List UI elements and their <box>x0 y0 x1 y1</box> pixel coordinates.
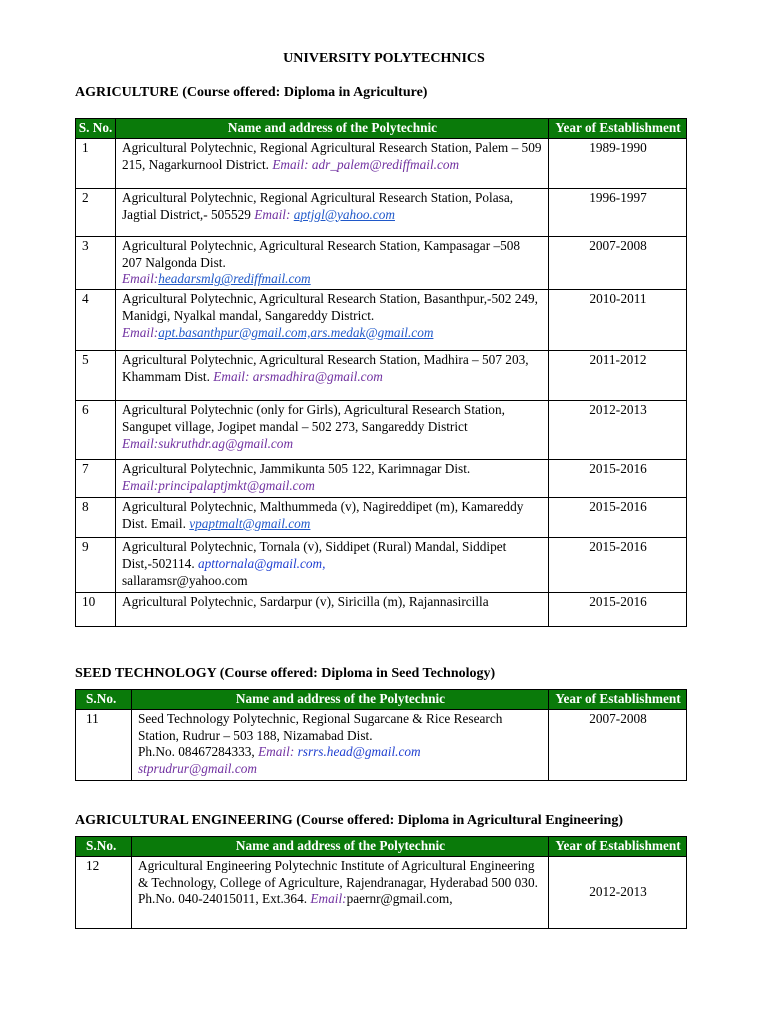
cell-name <box>116 188 549 236</box>
section-heading-agriculture <box>75 85 427 101</box>
cell-sno: 4 <box>76 290 116 351</box>
cell-name <box>116 351 549 401</box>
table-row <box>76 498 687 538</box>
cell-sno: 12 <box>76 856 132 928</box>
address-text: Agricultural Polytechnic, Regional Agricultural Research Station, Palem – 509 215, Nagarkurnool District. <box>122 139 542 172</box>
section-course: (Course offered: Diploma in Seed Technology) <box>219 666 496 681</box>
email-label: Email: <box>272 156 309 172</box>
cell-name <box>116 138 549 188</box>
cell-name <box>132 856 549 928</box>
address-text: Agricultural Polytechnic (only for Girls), Agricultural Research Station, Sangupet village, Jogipet mandal – 502 273, Sangareddy District <box>122 402 505 434</box>
cell-year: 2015-2016 <box>549 538 687 593</box>
table-row <box>76 709 687 780</box>
cell-sno: 1 <box>76 138 116 188</box>
email-link[interactable]: adr_palem@rediffmail.com <box>311 156 460 172</box>
email-link[interactable]: headarsmlg@rediffmail.com <box>158 271 311 287</box>
cell-sno: 2 <box>76 188 116 236</box>
email-label: Email: <box>122 435 159 451</box>
email-label: Email: <box>122 271 159 287</box>
email-link[interactable]: apt.basanthpur@gmail.com,ars.medak@gmail.com <box>158 324 434 340</box>
cell-name <box>116 538 549 593</box>
phone-text: Ph.No. 08467284333, <box>138 744 255 760</box>
header-name: Name and address of the Polytechnic <box>132 690 549 710</box>
header-sno: S.No. <box>76 837 132 857</box>
email-secondary[interactable]: stprudrur@gmail.com <box>138 761 257 777</box>
cell-year: 2015-2016 <box>549 460 687 498</box>
email-link[interactable]: sukruthdr.ag@gmail.com <box>158 435 294 451</box>
page-title: UNIVERSITY POLYTECHNICS <box>283 51 485 66</box>
email-link[interactable]: paernr@gmail.com, <box>346 891 453 907</box>
cell-sno: 11 <box>76 709 132 780</box>
email-label: Email: <box>310 891 347 907</box>
email-label: Email: <box>122 324 159 340</box>
email-label: Email: <box>213 368 250 384</box>
address-text: Agricultural Polytechnic, Jammikunta 505 122, Karimnagar Dist. <box>122 461 471 477</box>
email-label: Email: <box>258 744 295 760</box>
cell-year: 2010-2011 <box>549 290 687 351</box>
table-row <box>76 401 687 460</box>
cell-year: 2015-2016 <box>549 498 687 538</box>
table-row <box>76 351 687 401</box>
header-name: Name and address of the Polytechnic <box>132 837 549 857</box>
section-heading-engineering <box>75 813 623 829</box>
table-row <box>76 593 687 627</box>
address-text: Agricultural Polytechnic, Regional Agricultural Research Station, Polasa, Jagtial District,- 505529 <box>122 189 514 222</box>
section-course: (Course offered: Diploma in Agriculture) <box>182 85 428 100</box>
cell-name <box>116 401 549 460</box>
email-link[interactable]: rsrrs.head@gmail.com <box>297 744 421 760</box>
cell-year: 2012-2013 <box>549 856 687 928</box>
cell-year: 1989-1990 <box>549 138 687 188</box>
table-row <box>76 236 687 289</box>
address-text: Agricultural Engineering Polytechnic Institute of Agricultural Engineering & Technology, College of Agriculture, Rajendranagar, Hyderabad 500 030. Ph.No. 040-24015011, Ext.364. <box>138 857 538 907</box>
table-row <box>76 290 687 351</box>
cell-sno: 7 <box>76 460 116 498</box>
table-row <box>76 138 687 188</box>
address-text: Agricultural Polytechnic, Agricultural Research Station, Madhira – 507 203, Khammam Dist. <box>122 352 529 384</box>
agriculture-table <box>75 118 687 627</box>
email-secondary[interactable]: sallaramsr@yahoo.com <box>122 572 248 588</box>
header-sno: S.No. <box>76 690 132 710</box>
address-text: Agricultural Polytechnic, Agricultural Research Station, Basanthpur,-502 249, Manidgi, Nyalkal mandal, Sangareddy District. <box>122 291 539 323</box>
email-link[interactable]: principalaptjmkt@gmail.com <box>158 477 315 493</box>
email-link[interactable]: vpaptmalt@gmail.com <box>189 515 311 531</box>
address-text: Agricultural Polytechnic, Tornala (v), Siddipet (Rural) Mandal, Siddipet Dist,-502114. <box>122 539 507 571</box>
cell-year: 2012-2013 <box>549 401 687 460</box>
table-row <box>76 538 687 593</box>
email-link[interactable]: aptjgl@yahoo.com <box>293 206 395 222</box>
section-course: (Course offered: Diploma in Agricultural Engineering) <box>296 813 623 828</box>
cell-name <box>116 498 549 538</box>
cell-year: 2007-2008 <box>549 236 687 289</box>
section-name: SEED TECHNOLOGY <box>75 666 217 681</box>
table-header-row <box>76 119 687 139</box>
address-text: Agricultural Polytechnic, Malthummeda (v), Nagireddipet (m), Kamareddy Dist. Email. <box>122 499 524 531</box>
cell-year: 2007-2008 <box>549 709 687 780</box>
header-year: Year of Establishment <box>549 690 687 710</box>
cell-year: 1996-1997 <box>549 188 687 236</box>
cell-sno: 9 <box>76 538 116 593</box>
table-header-row <box>76 837 687 857</box>
cell-year: 2011-2012 <box>549 351 687 401</box>
section-heading-seed <box>75 666 495 682</box>
cell-sno: 8 <box>76 498 116 538</box>
table-row <box>76 188 687 236</box>
seed-table <box>75 689 687 781</box>
section-name: AGRICULTURE <box>75 85 179 100</box>
cell-sno: 10 <box>76 593 116 627</box>
address-text: Agricultural Polytechnic, Agricultural Research Station, Kampasagar –508 207 Nalgonda Dist. <box>122 237 521 270</box>
cell-sno: 6 <box>76 401 116 460</box>
table-header-row <box>76 690 687 710</box>
address-text: Seed Technology Polytechnic, Regional Sugarcane & Rice Research Station, Rudrur – 503 188, Nizamabad Dist. <box>138 710 503 743</box>
cell-name <box>132 709 549 780</box>
cell-sno: 3 <box>76 236 116 289</box>
email-link[interactable]: apttornala@gmail.com, <box>197 555 326 571</box>
cell-name <box>116 236 549 289</box>
email-link[interactable]: arsmadhira@gmail.com <box>252 368 383 384</box>
header-sno: S. No. <box>76 119 116 139</box>
cell-name <box>116 460 549 498</box>
table-row <box>76 856 687 928</box>
header-year: Year of Establishment <box>549 837 687 857</box>
address-text: Agricultural Polytechnic, Sardarpur (v), Siricilla (m), Rajannasircilla <box>122 594 489 610</box>
cell-year: 2015-2016 <box>549 593 687 627</box>
section-name: AGRICULTURAL ENGINEERING <box>75 813 293 828</box>
header-year: Year of Establishment <box>549 119 687 139</box>
cell-name <box>116 593 549 627</box>
header-name: Name and address of the Polytechnic <box>116 119 549 139</box>
cell-sno: 5 <box>76 351 116 401</box>
email-label: Email: <box>254 206 291 222</box>
engineering-table <box>75 836 687 929</box>
cell-name <box>116 290 549 351</box>
table-row <box>76 460 687 498</box>
email-label: Email: <box>122 477 159 493</box>
